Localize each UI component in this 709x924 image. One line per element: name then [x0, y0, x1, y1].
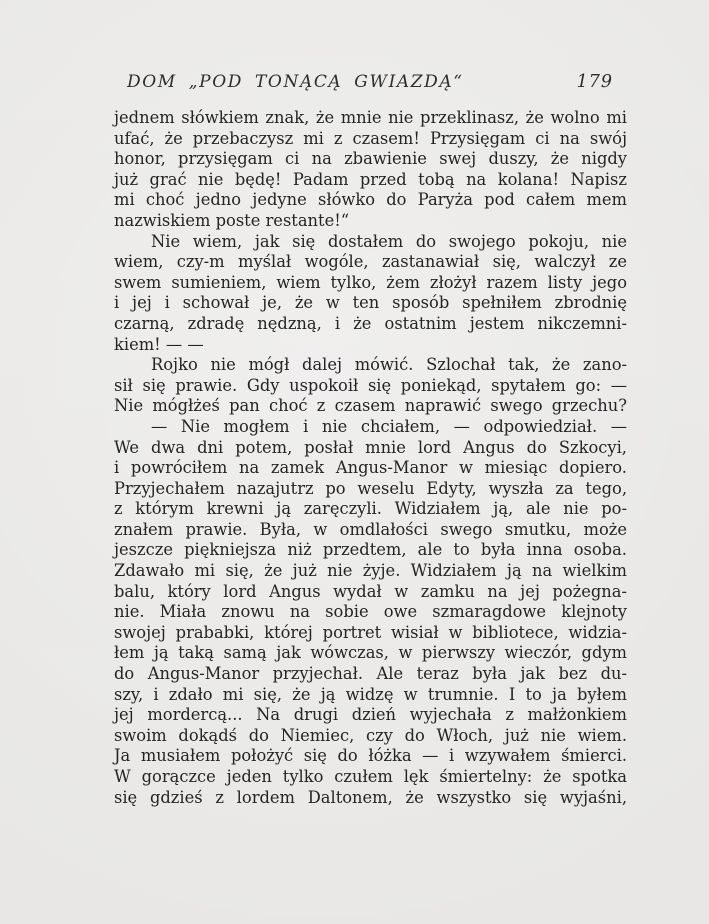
text-line: szy, i zdało mi się, że ją widzę w trumnie. I to ja byłem [114, 684, 627, 704]
text-line: Ja musiałem położyć się do łóżka — i wzywałem śmierci. [114, 746, 627, 766]
text-line: honor, przysięgam ci na zbawienie swej duszy, że nigdy [114, 149, 627, 169]
body-text-block [114, 108, 627, 808]
text-line: W gorączce jeden tylko czułem lęk śmiertelny: że spotka [114, 767, 627, 786]
text-line: kiem! — — [114, 334, 204, 354]
text-line: czarną, zdradę nędzną, i że ostatnim jestem nikczemni- [114, 313, 627, 333]
text-line: Nie wiem, jak się dostałem do swojego pokoju, nie [151, 231, 627, 251]
text-line: wiem, czy-m myślał wogóle, zastanawiał się, walczył ze [114, 252, 627, 272]
text-line: i powróciłem na zamek Angus-Manor w miesiąc dopiero. [114, 458, 627, 478]
text-line: — Nie mogłem i nie chciałem, — odpowiedział. — [151, 416, 627, 436]
text-line: znałem prawie. Była, w omdlałości swego smutku, może [114, 519, 627, 539]
text-line: łem ją taką samą jak wówczas, w pierwszy wieczór, gdym [114, 643, 627, 663]
text-line: jeszcze piękniejsza niż przedtem, ale to była inna osoba. [114, 540, 627, 560]
text-line: We dwa dni potem, posłał mnie lord Angus do Szkocyi, [114, 437, 627, 457]
text-line: sił się prawie. Gdy uspokoił się poniekąd, spytałem go: — [114, 375, 627, 395]
text-line: ufać, że przebaczysz mi z czasem! Przysięgam ci na swój [114, 128, 627, 148]
text-line: Rojko nie mógł dalej mówić. Szlochał tak, że zano- [151, 355, 627, 375]
text-line: Nie mógłżeś pan choć z czasem naprawić swego grzechu? [114, 396, 627, 416]
text-line: nie. Miała znowu na sobie owe szmaragdowe klejnoty [114, 602, 627, 622]
text-line: Przyjechałem nazajutrz po weselu Edyty, wyszła za tego, [114, 478, 627, 498]
text-line: swojej prababki, której portret wisiał w bibliotece, widzia- [114, 622, 627, 642]
text-line: do Angus-Manor przyjechał. Ale teraz była jak bez du- [114, 664, 627, 684]
page-number: 179 [576, 72, 613, 92]
text-line: i jej i schował je, że w ten sposób spełniłem zbrodnię [114, 293, 627, 313]
text-line: swem sumieniem, wiem tylko, żem złożył razem listy jego [114, 272, 627, 292]
text-line: jej mordercą... Na drugi dzień wyjechała z małżonkiem [114, 705, 627, 725]
text-line: Zdawało mi się, że już nie żyje. Widziałem ją na wielkim [114, 561, 627, 581]
text-line: z którym krewni ją zaręczyli. Widziałem ją, ale nie po- [114, 499, 627, 519]
text-line: nazwiskiem poste restante!“ [114, 210, 350, 230]
running-head [127, 72, 613, 92]
text-line: swoim dokądś do Niemiec, czy do Włoch, już nie wiem. [114, 725, 627, 745]
text-line: się gdzieś z lordem Daltonem, że wszystko się wyjaśni, [114, 787, 627, 807]
text-line: już grać nie będę! Padam przed tobą na kolana! Napisz [114, 169, 627, 189]
text-line: balu, który lord Angus wydał w zamku na jej pożegna- [114, 581, 627, 601]
text-line: jednem słówkiem znak, że mnie nie przeklinasz, że wolno mi [114, 108, 627, 127]
text-line: mi choć jedno jedyne słówko do Paryża pod całem mem [114, 190, 627, 210]
chapter-title: DOM „POD TONĄCĄ GWIAZDĄ“ [127, 72, 464, 92]
